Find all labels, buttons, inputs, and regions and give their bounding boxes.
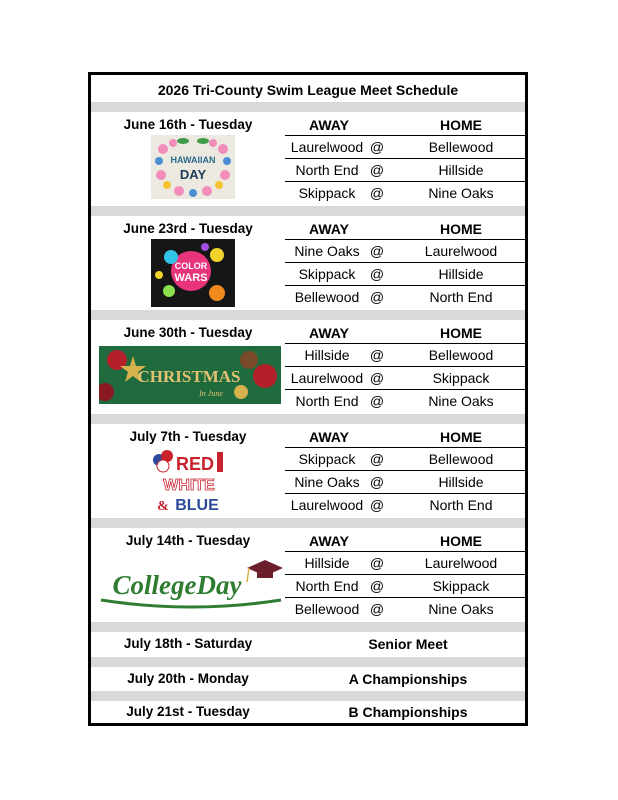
schedule-title: 2026 Tri-County Swim League Meet Schedule — [157, 82, 459, 98]
at-symbol: @ — [369, 289, 385, 305]
home-team: Laurelwood — [424, 243, 498, 259]
svg-text:In June: In June — [199, 389, 223, 398]
event-date: July 18th - Saturday — [123, 636, 253, 651]
away-team: Laurelwood — [290, 497, 364, 513]
home-header: HOME — [440, 325, 482, 341]
home-header: HOME — [440, 429, 482, 445]
separator-bar — [91, 691, 525, 701]
home-team: Bellewood — [428, 347, 494, 363]
svg-text:WARS: WARS — [174, 272, 208, 284]
home-team: Nine Oaks — [428, 601, 494, 617]
away-header: AWAY — [309, 533, 349, 549]
meet-block-5 — [91, 528, 525, 622]
home-team: Skippack — [432, 370, 490, 386]
game-row — [285, 493, 525, 516]
away-team: Bellewood — [294, 601, 360, 617]
home-team: Bellewood — [428, 139, 494, 155]
home-team: Hillside — [438, 266, 484, 282]
separator-bar — [91, 102, 525, 112]
home-team: Laurelwood — [424, 555, 498, 571]
home-header: HOME — [440, 533, 482, 549]
at-symbol: @ — [369, 555, 385, 571]
rwb-label: RED — [175, 454, 215, 474]
svg-text:DAY: DAY — [179, 167, 207, 182]
college-day-label: CollegeDay — [112, 570, 242, 600]
at-symbol: @ — [369, 162, 385, 178]
away-team: Skippack — [298, 266, 356, 282]
red-white-blue-image — [147, 448, 231, 516]
away-team: Laurelwood — [290, 139, 364, 155]
game-row — [285, 551, 525, 574]
meet-block-1 — [91, 112, 525, 206]
meet-block-4 — [91, 424, 525, 518]
at-symbol: @ — [369, 243, 385, 259]
meet-block-2 — [91, 216, 525, 310]
schedule-frame — [88, 72, 528, 726]
svg-text:&: & — [157, 499, 169, 514]
home-team: Bellewood — [428, 451, 494, 467]
meet-block-3 — [91, 320, 525, 414]
color-wars-image — [151, 239, 235, 307]
hawaiian-label: HAWAIIAN — [170, 155, 216, 165]
home-header: HOME — [440, 221, 482, 237]
at-symbol: @ — [369, 393, 385, 409]
at-symbol: @ — [369, 185, 385, 201]
game-row — [285, 597, 525, 620]
meet-date: June 16th - Tuesday — [123, 117, 253, 132]
away-header: AWAY — [309, 429, 349, 445]
at-symbol: @ — [369, 578, 385, 594]
home-team: Hillside — [438, 474, 484, 490]
away-header: AWAY — [309, 117, 349, 133]
game-row — [285, 574, 525, 597]
game-row — [285, 158, 525, 181]
meet-date: July 14th - Tuesday — [125, 533, 251, 548]
at-symbol: @ — [369, 266, 385, 282]
christmas-label: CHRISTMAS — [137, 367, 241, 386]
game-row — [285, 447, 525, 470]
color-wars-label: COLOR — [174, 261, 208, 271]
game-row — [285, 181, 525, 204]
separator-bar — [91, 622, 525, 632]
event-row-a-championships — [91, 667, 525, 691]
event-row-b-championships — [91, 701, 525, 725]
game-row — [285, 389, 525, 412]
event-date: July 21st - Tuesday — [126, 704, 250, 719]
svg-text:BLUE: BLUE — [175, 497, 219, 514]
home-team: North End — [429, 289, 493, 305]
away-team: Laurelwood — [290, 370, 364, 386]
hawaiian-day-image — [151, 135, 235, 199]
event-name: B Championships — [348, 704, 468, 720]
away-team: Nine Oaks — [294, 474, 360, 490]
away-team: North End — [295, 393, 359, 409]
away-header: AWAY — [309, 325, 349, 341]
separator-bar — [91, 310, 525, 320]
separator-bar — [91, 414, 525, 424]
event-date: July 20th - Monday — [127, 671, 249, 686]
away-header: AWAY — [309, 221, 349, 237]
separator-bar — [91, 518, 525, 528]
game-row — [285, 470, 525, 493]
meet-date: June 30th - Tuesday — [123, 325, 253, 340]
separator-bar — [91, 206, 525, 216]
away-team: Skippack — [298, 451, 356, 467]
game-row — [285, 366, 525, 389]
meet-date: July 7th - Tuesday — [129, 429, 247, 444]
event-row-senior — [91, 632, 525, 657]
event-name: A Championships — [348, 671, 468, 687]
svg-text:WHITE: WHITE — [163, 477, 215, 494]
separator-bar — [91, 657, 525, 667]
away-team: North End — [295, 578, 359, 594]
at-symbol: @ — [369, 474, 385, 490]
game-row — [285, 239, 525, 262]
at-symbol: @ — [369, 451, 385, 467]
event-name: Senior Meet — [368, 636, 448, 652]
college-day-image — [97, 556, 285, 612]
home-team: North End — [429, 497, 493, 513]
christmas-image — [99, 346, 281, 404]
home-team: Nine Oaks — [428, 185, 494, 201]
at-symbol: @ — [369, 497, 385, 513]
game-row — [285, 343, 525, 366]
game-row — [285, 285, 525, 308]
game-row — [285, 262, 525, 285]
home-team: Skippack — [432, 578, 490, 594]
home-team: Hillside — [438, 162, 484, 178]
away-team: Hillside — [304, 347, 350, 363]
home-team: Nine Oaks — [428, 393, 494, 409]
home-header: HOME — [440, 117, 482, 133]
at-symbol: @ — [369, 370, 385, 386]
at-symbol: @ — [369, 347, 385, 363]
away-team: Skippack — [298, 185, 356, 201]
game-row — [285, 135, 525, 158]
at-symbol: @ — [369, 139, 385, 155]
at-symbol: @ — [369, 601, 385, 617]
away-team: Hillside — [304, 555, 350, 571]
away-team: Bellewood — [294, 289, 360, 305]
away-team: North End — [295, 162, 359, 178]
meet-date: June 23rd - Tuesday — [123, 221, 253, 236]
away-team: Nine Oaks — [294, 243, 360, 259]
